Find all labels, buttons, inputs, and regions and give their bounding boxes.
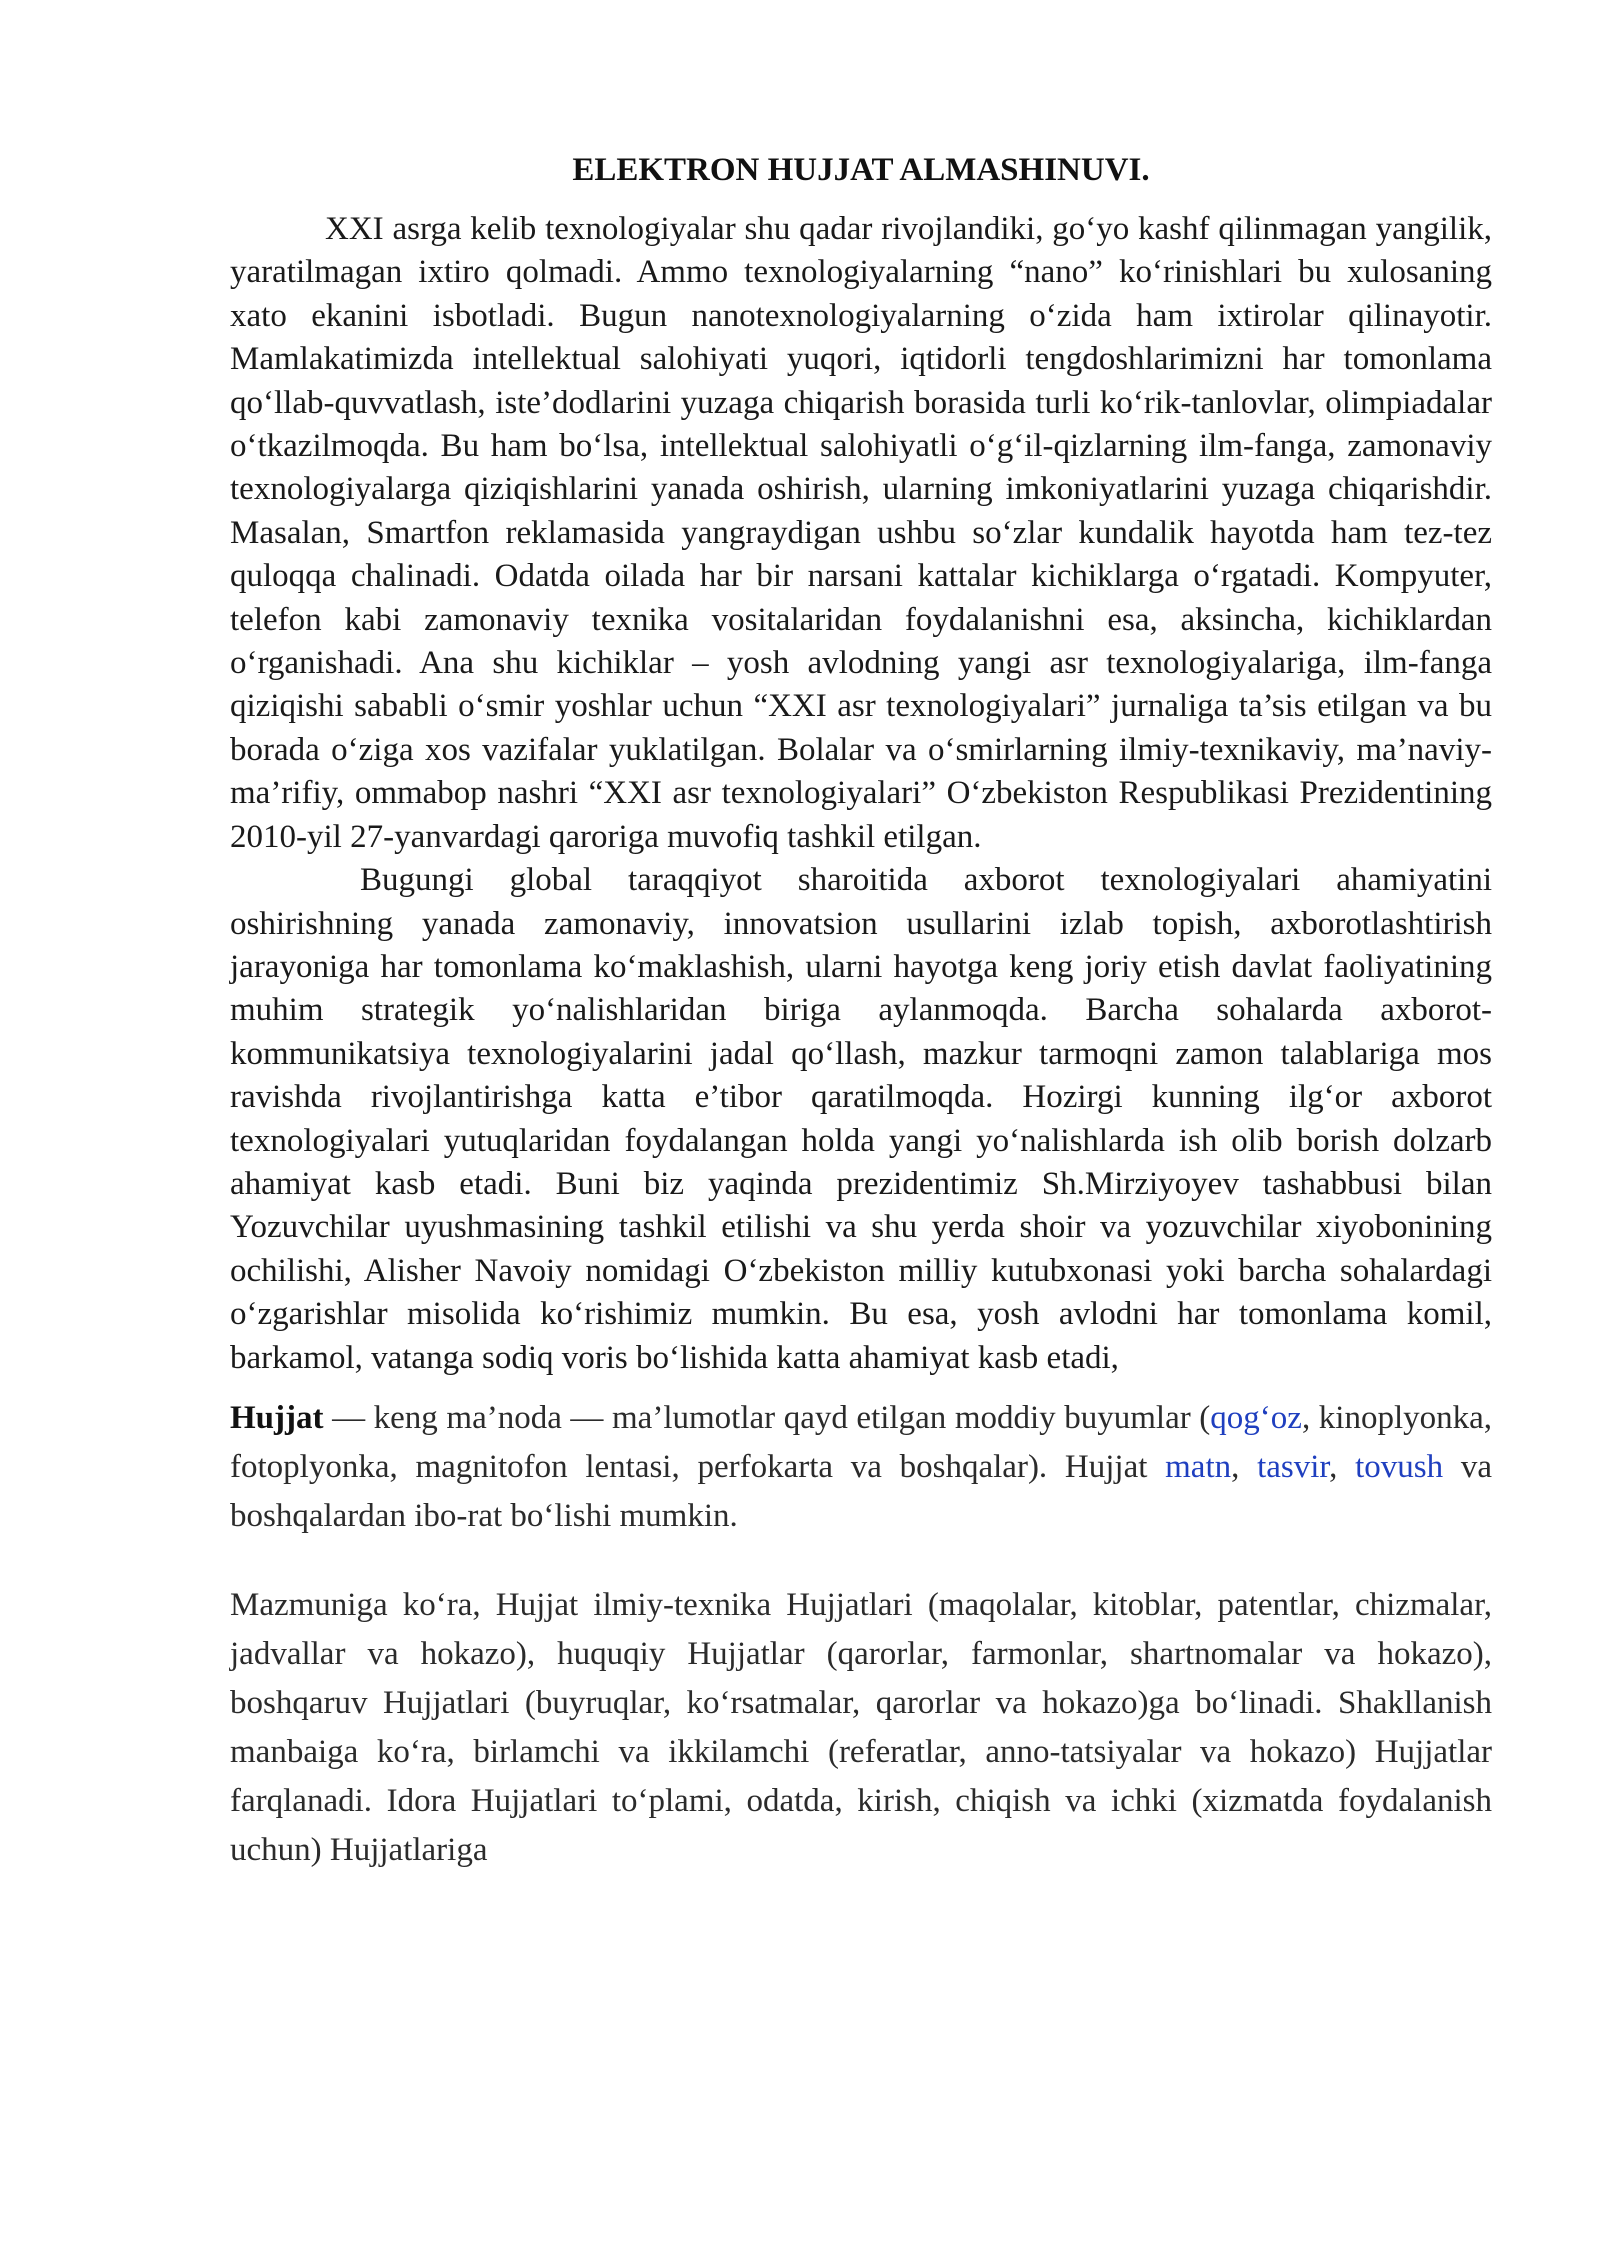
link-image[interactable]: tasvir [1257,1448,1330,1485]
link-paper[interactable]: qog‘oz [1210,1399,1302,1436]
body-paragraph-1: XXI asrga kelib texnologiyalar shu qadar rivojlandiki, go‘yo kashf qilinmagan yangilik, yaratilmagan ixtiro qolmadi. Ammo texnologiyalarning “nano” ko‘rinishlari bu xulosaning xato ekanini isbotladi. Bugun nanotexnologiyalarning o‘zida ham ixtirolar qilinayotir. Mamlakatimizda intellektual salohiyati yuqori, iqtidorli tengdoshlarimizni har tomonlama qo‘llab-quvvatlash, iste’dodlarini yuzaga chiqarish borasida turli ko‘rik-tanlovlar, olimpiadalar o‘tkazilmoqda. Bu ham bo‘lsa, intellektual salohiyatli o‘g‘il-qizlarning ilm-fanga, zamonaviy texnologiyalarga qiziqishlarini yanada oshirish, ularning imkoniyatlarini yuzaga chiqarishdir. Masalan, Smartfon reklamasida yangraydigan ushbu so‘zlar kundalik hayotda ham tez-tez quloqqa chalinadi. Odatda oilada har bir narsani kattalar kichiklarga o‘rgatadi. Kompyuter, telefon kabi zamonaviy texnika vositalaridan foydalanishni esa, aksincha, kichiklardan o‘rganishadi. Ana shu kichiklar – yosh avlodning yangi asr texnologiyalariga, ilm-fanga qiziqishi sababli o‘smir yoshlar uchun “XXI asr texnologiyalari” jurnaliga ta’sis etilgan va bu borada o‘ziga xos vazifalar yuklatilgan. Bolalar va o‘smirlarning ilmiy-texnikaviy, ma’naviy-ma’rifiy, ommabop nashri “XXI asr texnologiyalari” O‘zbekiston Respublikasi Prezidentining 2010-yil 27-yanvardagi qaroriga muvofiq tashkil etilgan. [230,211,1492,855]
definition-text-c: va boshqalardan ibo-rat bo‘lishi mumkin. [230,1448,1492,1534]
definition-text-a: — keng ma’noda — ma’lumotlar qayd etilgan moddiy buyumlar ( [323,1399,1211,1436]
link-text[interactable]: matn [1165,1448,1232,1485]
paragraph-spacer [230,1380,1492,1394]
link-sound[interactable]: tovush [1355,1448,1444,1485]
definition-text-b: , kinoplyonka, fotoplyonka, magnitofon lentasi, perfokarta va boshqalar). Hujjat [230,1399,1493,1485]
definition-term: Hujjat [230,1399,324,1436]
definition-separator-1: , [1231,1448,1258,1485]
document-page [230,150,1492,1875]
definition-separator-2: , [1329,1448,1356,1485]
body-paragraph-4: Mazmuniga ko‘ra, Hujjat ilmiy-texnika Hujjatlari (maqolalar, kitoblar, patentlar, chizmalar, jadvallar va hokazo), huquqiy Hujjatlar (qarorlar, farmonlar, shartnomalar va hokazo), boshqaruv Hujjatlari (buyruqlar, ko‘rsatmalar, qarorlar va hokazo)ga bo‘linadi. Shakllanish manbaiga ko‘ra, birlamchi va ikkilamchi (referatlar, anno-tatsiyalar va hokazo) Hujjatlar farqlanadi. Idora Hujjatlari to‘plami, odatda, kirish, chiqish va ichki (xizmatda foydalanish uchun) Hujjatlariga [230,1586,1492,1868]
definition-paragraph [230,1394,1492,1541]
body-paragraph-2: Bugungi global taraqqiyot sharoitida axborot texnologiyalari ahamiyatini oshirishning yanada zamonaviy, innovatsion usullarini izlab topish, axborotlashtirish jarayoniga har tomonlama ko‘maklashish, ularni hayotga keng joriy etish davlat faoliyatining muhim strategik yo‘nalishlaridan biriga aylanmoqda. Barcha sohalarda axborot-kommunikatsiya texnologiyalarini jadal qo‘llash, mazkur tarmoqni zamon talablariga mos ravishda rivojlantirishga katta e’tibor qaratilmoqda. Hozirgi kunning ilg‘or axborot texnologiyalari yutuqlaridan foydalangan holda yangi yo‘nalishlarda ish olib borish dolzarb ahamiyat kasb etadi. Buni biz yaqinda prezidentimiz Sh.Mirziyoyev tashabbusi bilan Yozuvchilar uyushmasining tashkil etilishi va shu yerda shoir va yozuvchilar xiyobonining ochilishi, Alisher Navoiy nomidagi O‘zbekiston milliy kutubxonasi yoki barcha sohalardagi o‘zgarishlar misolida ko‘rishimiz mumkin. Bu esa, yosh avlodni har tomonlama komil, barkamol, vatanga sodiq voris bo‘lishida katta ahamiyat kasb etadi, [230,862,1492,1376]
paragraph-spacer [230,1541,1492,1581]
document-title: ELEKTRON HUJJAT ALMASHINUVI. [572,152,1150,188]
